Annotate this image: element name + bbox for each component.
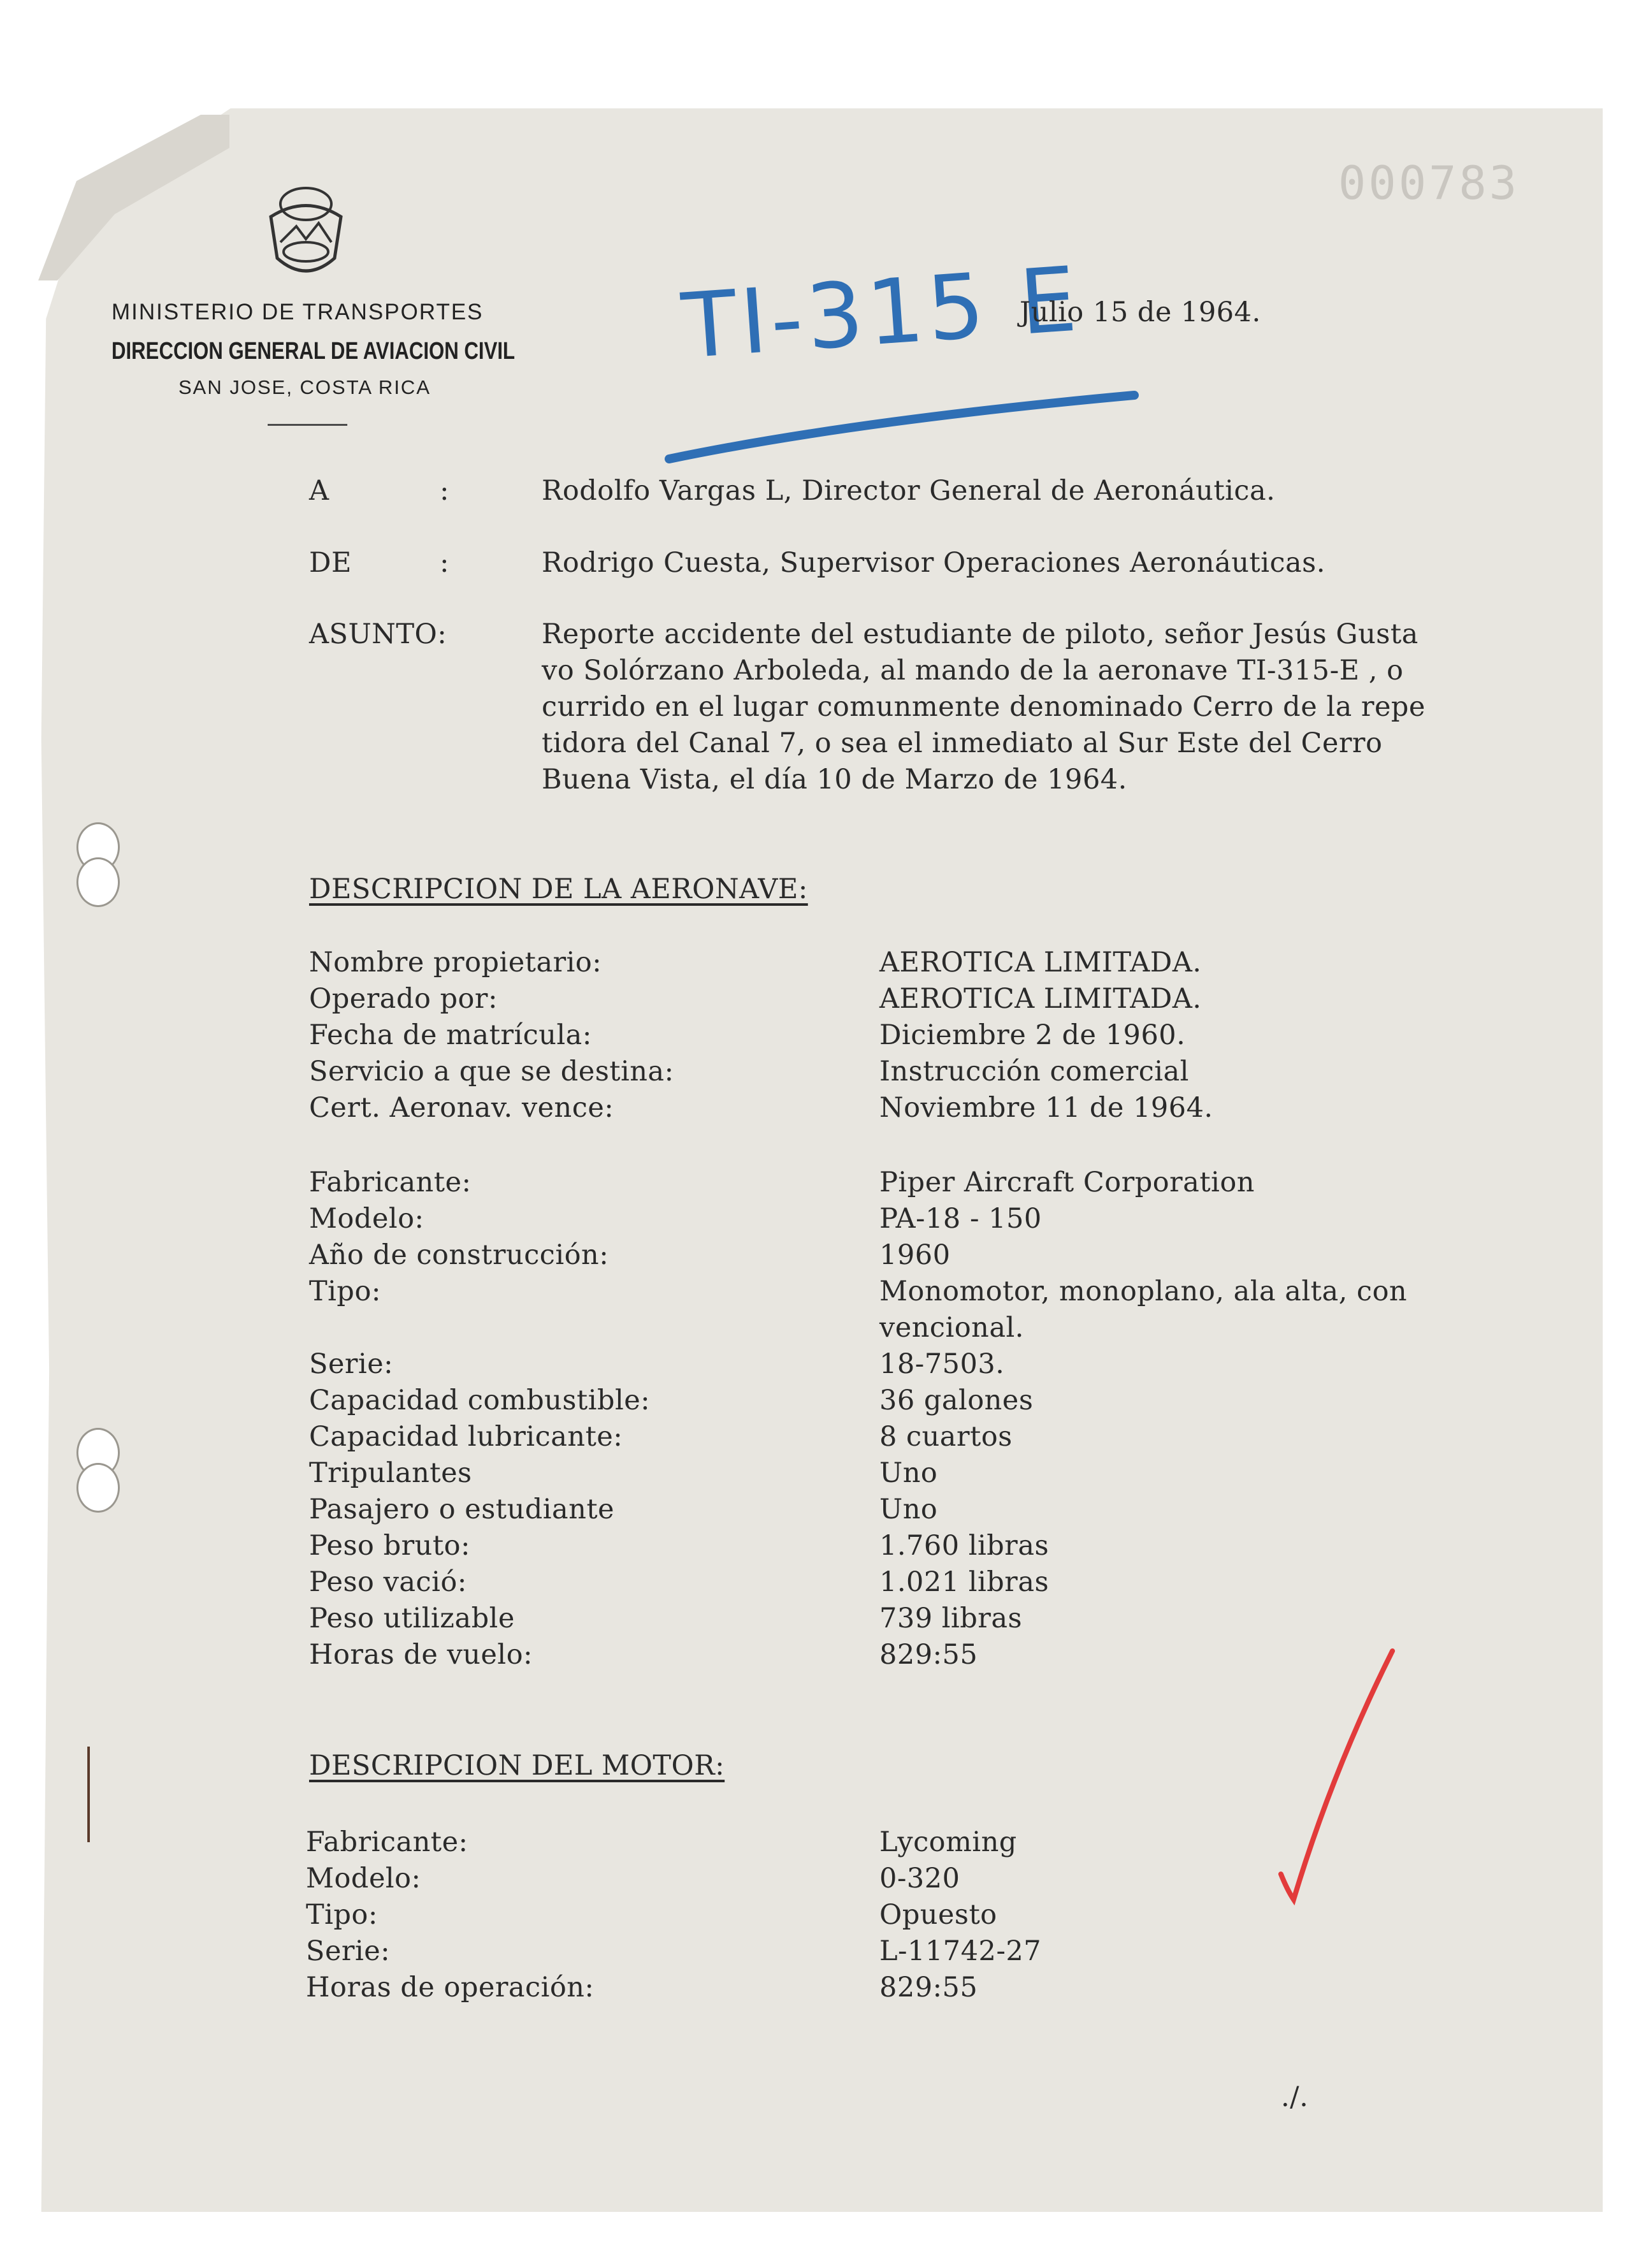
spec-value: Piper Aircraft Corporation	[879, 1167, 1255, 1198]
spec-value: Instrucción comercial	[879, 1056, 1189, 1087]
spec-value: Opuesto	[879, 1899, 997, 1931]
from-value: Rodrigo Cuesta, Supervisor Operaciones Aeronáuticas.	[542, 547, 1325, 579]
spec-label: Horas de vuelo:	[309, 1639, 533, 1671]
subject-line: currido en el lugar comunmente denominado Cerro de la repe	[542, 691, 1426, 723]
subject-line: vo Solórzano Arboleda, al mando de la aeronave TI-315-E , o	[542, 655, 1404, 687]
from-label: DE	[309, 547, 352, 579]
spec-value: AEROTICA LIMITADA.	[879, 947, 1202, 978]
letter-date: Julio 15 de 1964.	[1020, 296, 1261, 328]
spec-value: Uno	[879, 1457, 938, 1489]
spec-label: Peso utilizable	[309, 1603, 515, 1634]
spec-value: 18-7503.	[879, 1348, 1005, 1380]
spec-label: Serie:	[309, 1348, 394, 1380]
spec-label: Peso bruto:	[309, 1530, 471, 1562]
subject-line: Buena Vista, el día 10 de Marzo de 1964.	[542, 764, 1127, 796]
spec-value: Uno	[879, 1494, 938, 1525]
spec-value: 36 galones	[879, 1385, 1034, 1416]
spec-value: 0-320	[879, 1863, 960, 1894]
aircraft-section-title: DESCRIPCION DE LA AERONAVE:	[309, 873, 808, 905]
spec-label: Cert. Aeronav. vence:	[309, 1092, 614, 1124]
binder-hole	[76, 1463, 120, 1513]
spec-label: Modelo:	[306, 1863, 421, 1894]
spec-label: Modelo:	[309, 1203, 424, 1235]
from-colon: :	[440, 547, 449, 579]
spec-label: Año de construcción:	[309, 1239, 609, 1271]
coat-of-arms-icon	[258, 182, 354, 284]
spec-value: Monomotor, monoplano, ala alta, con	[879, 1276, 1408, 1307]
letterhead-direction: DIRECCION GENERAL DE AVIACION CIVIL	[112, 338, 516, 365]
spec-value: 1960	[879, 1239, 951, 1271]
blue-underline-stroke	[663, 382, 1147, 472]
spec-value: 8 cuartos	[879, 1421, 1013, 1453]
spec-value: vencional.	[879, 1312, 1024, 1344]
engine-section-title: DESCRIPCION DEL MOTOR:	[309, 1750, 725, 1782]
spec-value: L-11742-27	[879, 1935, 1042, 1967]
spec-label: Tipo:	[309, 1276, 381, 1307]
spec-label: Horas de operación:	[306, 1972, 595, 2003]
spec-label: Capacidad combustible:	[309, 1385, 651, 1416]
spec-value: 829:55	[879, 1972, 978, 2003]
letterhead-ministry: MINISTERIO DE TRANSPORTES	[112, 300, 484, 324]
spec-value: Diciembre 2 de 1960.	[879, 1019, 1186, 1051]
stamp-number: 000783	[1338, 156, 1520, 210]
to-label: A	[309, 475, 329, 507]
spec-label: Serie:	[306, 1935, 391, 1967]
spec-label: Tipo:	[306, 1899, 378, 1931]
page-marker: ./.	[1281, 2081, 1309, 2113]
spec-value: 1.760 libras	[879, 1530, 1050, 1562]
staple-mark	[87, 1747, 90, 1842]
spec-value: PA-18 - 150	[879, 1203, 1042, 1235]
letterhead-divider	[268, 424, 347, 426]
subject-label: ASUNTO:	[309, 618, 447, 650]
spec-label: Fabricante:	[306, 1826, 468, 1858]
to-value: Rodolfo Vargas L, Director General de Aeronáutica.	[542, 475, 1276, 507]
spec-label: Operado por:	[309, 983, 498, 1015]
binder-hole	[76, 857, 120, 907]
spec-label: Nombre propietario:	[309, 947, 602, 978]
spec-label: Peso vació:	[309, 1566, 467, 1598]
subject-line: tidora del Canal 7, o sea el inmediato al Sur Este del Cerro	[542, 727, 1383, 759]
spec-label: Servicio a que se destina:	[309, 1056, 674, 1087]
letterhead-location: SAN JOSE, COSTA RICA	[178, 376, 431, 398]
spec-value: Lycoming	[879, 1826, 1017, 1858]
spec-value: 829:55	[879, 1639, 978, 1671]
subject-line: Reporte accidente del estudiante de piloto, señor Jesús Gusta	[542, 618, 1419, 650]
spec-label: Fabricante:	[309, 1167, 472, 1198]
spec-value: AEROTICA LIMITADA.	[879, 983, 1202, 1015]
spec-value: 739 libras	[879, 1603, 1023, 1634]
handwritten-registration: TI-315 E	[679, 247, 1084, 379]
spec-label: Tripulantes	[309, 1457, 472, 1489]
to-colon: :	[440, 475, 449, 507]
spec-label: Fecha de matrícula:	[309, 1019, 592, 1051]
spec-value: Noviembre 11 de 1964.	[879, 1092, 1213, 1124]
spec-label: Pasajero o estudiante	[309, 1494, 615, 1525]
spec-label: Capacidad lubricante:	[309, 1421, 623, 1453]
red-checkmark-icon	[1268, 1645, 1402, 1912]
spec-value: 1.021 libras	[879, 1566, 1050, 1598]
